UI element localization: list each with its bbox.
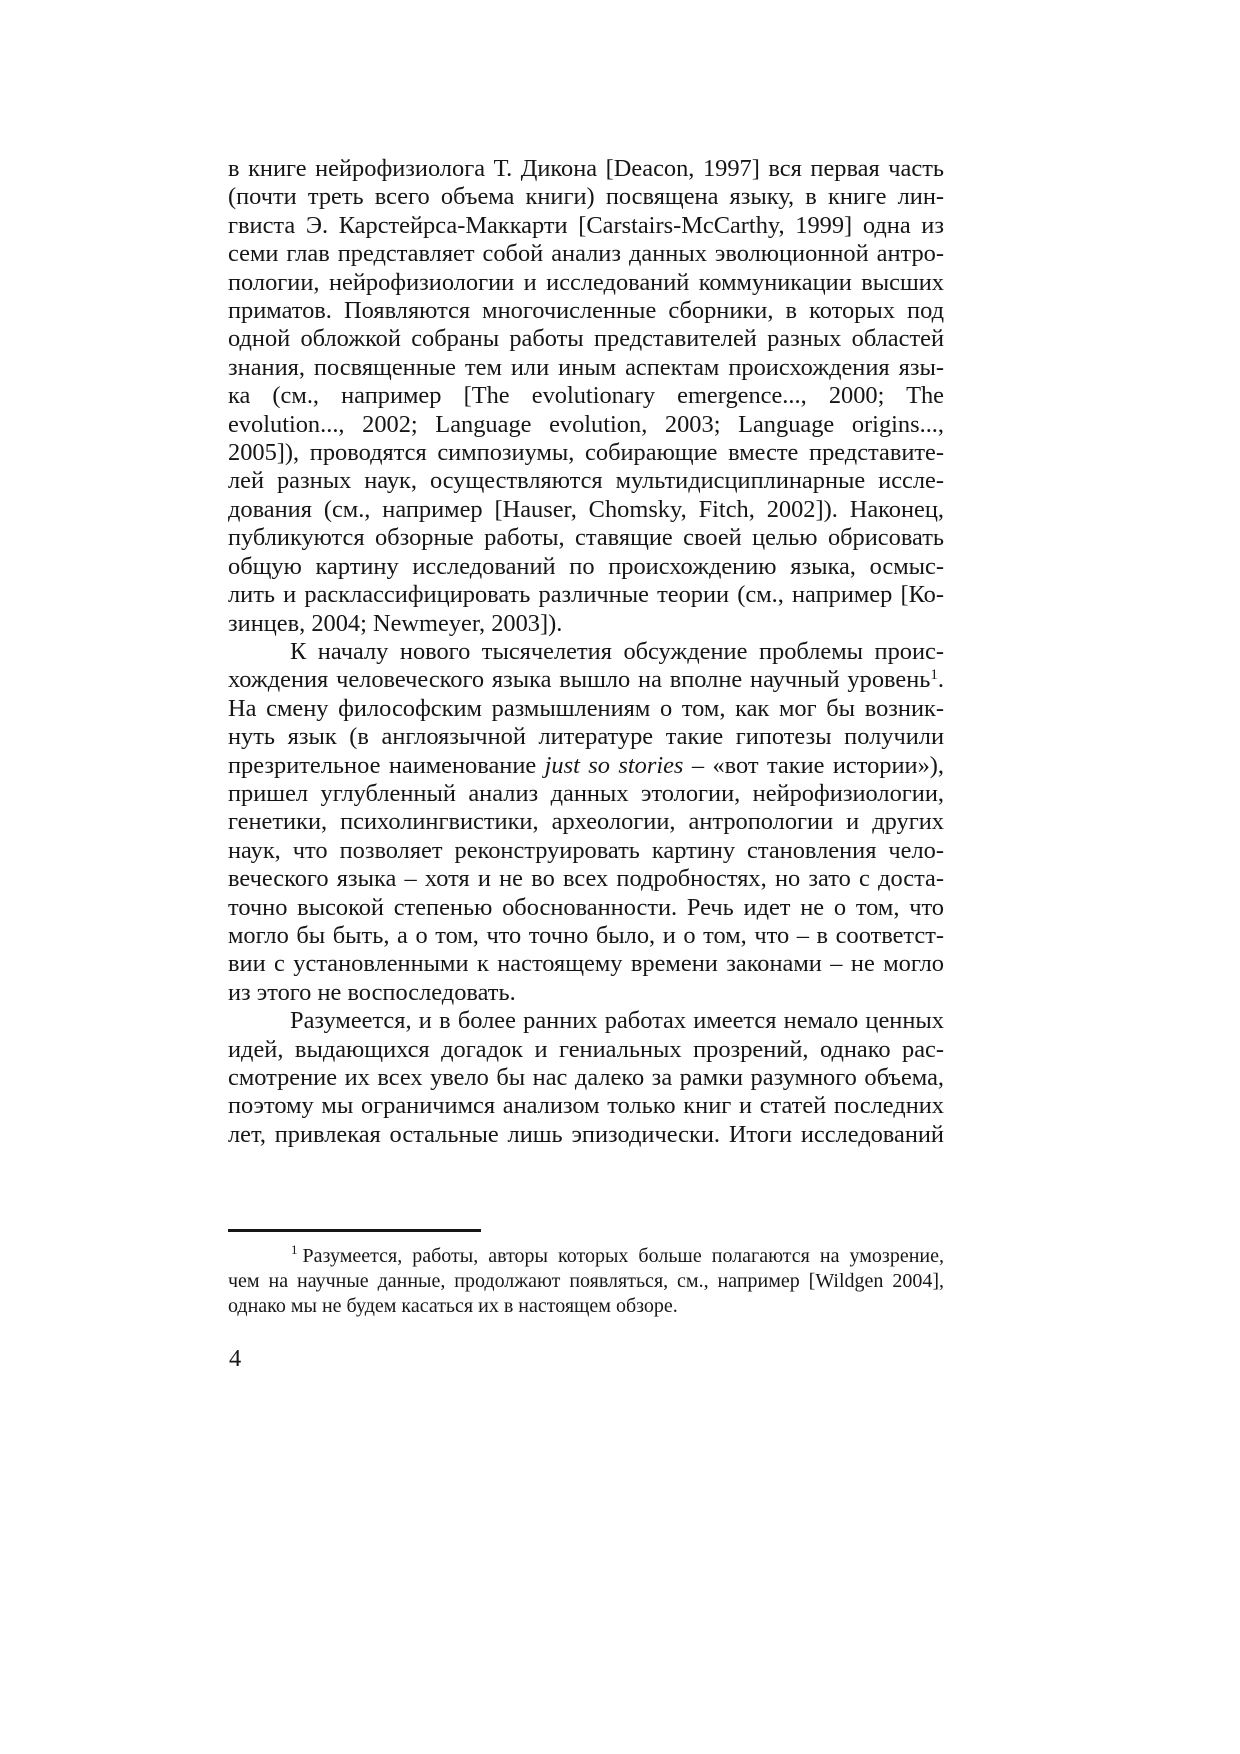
footnote-reference: 1 [930, 667, 938, 684]
text-line: лет, привлекая остальные лишь эпизодически. Итоги исследований [228, 1120, 944, 1148]
footnote-number: 1 [291, 1242, 298, 1258]
text-line: Разумеется, и в более ранних работах имеется немало ценных [290, 1007, 944, 1035]
text-line: одной обложкой собраны работы представителей разных областей [228, 325, 944, 353]
footnote-line [228, 1244, 944, 1269]
text-line: пологии, нейрофизиологии и исследований коммуникации высших [228, 268, 944, 296]
text-line: нуть язык (в англоязычной литературе такие гипотезы получили [228, 723, 944, 751]
text-line: общую картину исследований по происхождению языка, осмыс- [228, 552, 944, 580]
text-line: поэтому мы ограничимся анализом только книг и статей последних [228, 1092, 944, 1120]
text-line: гвиста Э. Карстейрса-Маккарти [Carstairs-McCarthy, 1999] одна из [228, 211, 944, 239]
text-segment: Разумеется, работы, авторы которых больше полагаются на умозрение, [302, 1245, 944, 1267]
footnote-separator [228, 1229, 481, 1232]
text-line: evolution..., 2002; Language evolution, 2003; Language origins..., [228, 410, 944, 438]
text-line: публикуются обзорные работы, ставящие своей целью обрисовать [228, 524, 944, 552]
text-line: веческого языка – хотя и не во всех подробностях, но зато с доста- [228, 865, 944, 893]
text-line: могло бы быть, а о том, что точно было, и о том, что – в соответст- [228, 921, 944, 949]
footnote-line: чем на научные данные, продолжают появляться, см., например [Wildgen 2004], [228, 1270, 944, 1292]
text-line: лить и расклассифицировать различные теории (см., например [Ко- [228, 581, 944, 609]
paragraph-3 [228, 1007, 944, 1149]
text-line: из этого не воспоследовать. [228, 978, 516, 1006]
text-line: в книге нейрофизиолога Т. Дикона [Deacon, 1997] вся первая часть [228, 155, 944, 182]
italic-phrase: just so stories [544, 751, 684, 779]
footnotes [228, 1244, 944, 1319]
page-number: 4 [229, 1345, 242, 1372]
text-line: На смену философским размышлениям о том, как мог бы возник- [228, 694, 944, 722]
text-line: (почти треть всего объема книги) посвящена языку, в книге лин- [228, 183, 944, 211]
text-segment: хождения человеческого языка вышло на вполне научный уровень [228, 666, 931, 694]
text-line: идей, выдающихся догадок и гениальных прозрений, однако рас- [228, 1035, 944, 1063]
text-segment: презрительное наименование [228, 751, 545, 779]
text-line: дования (см., например [Hauser, Chomsky, Fitch, 2002]). Наконец, [228, 495, 944, 523]
text-line [228, 666, 944, 694]
text-segment: – «вот такие истории»), [683, 751, 944, 779]
text-line: зинцев, 2004; Newmeyer, 2003]). [228, 609, 563, 637]
text-line: генетики, психолингвистики, археологии, антропологии и других [228, 808, 944, 836]
text-line: ка (см., например [The evolutionary emergence..., 2000; The [228, 382, 944, 410]
text-segment: . [937, 666, 944, 694]
text-line: точно высокой степенью обоснованности. Речь идет не о том, что [228, 893, 944, 921]
text-line: К началу нового тысячелетия обсуждение проблемы проис- [290, 637, 944, 665]
paragraph-2 [228, 638, 944, 1007]
text-line: знания, посвященные тем или иным аспектам происхождения язы- [228, 353, 944, 381]
text-line [228, 752, 944, 780]
text-line: лей разных наук, осуществляются мультидисциплинарные иссле- [228, 467, 944, 495]
text-line: наук, что позволяет реконструировать картину становления чело- [228, 836, 944, 864]
text-line: приматов. Появляются многочисленные сборники, в которых под [228, 297, 944, 325]
text-line: семи глав представляет собой анализ данных эволюционной антро- [228, 240, 944, 268]
text-line: смотрение их всех увело бы нас далеко за рамки разумного объема, [228, 1064, 944, 1091]
text-line: пришел углубленный анализ данных этологии, нейрофизиологии, [228, 779, 944, 807]
footnote-line: однако мы не будем касаться их в настоящем обзоре. [228, 1295, 678, 1317]
paragraph-1 [228, 155, 944, 638]
text-line: 2005]), проводятся симпозиумы, собирающие вместе представите- [228, 439, 944, 467]
text-line: вии с установленными к настоящему времени законами – не могло [228, 950, 944, 978]
main-text [228, 155, 944, 1149]
